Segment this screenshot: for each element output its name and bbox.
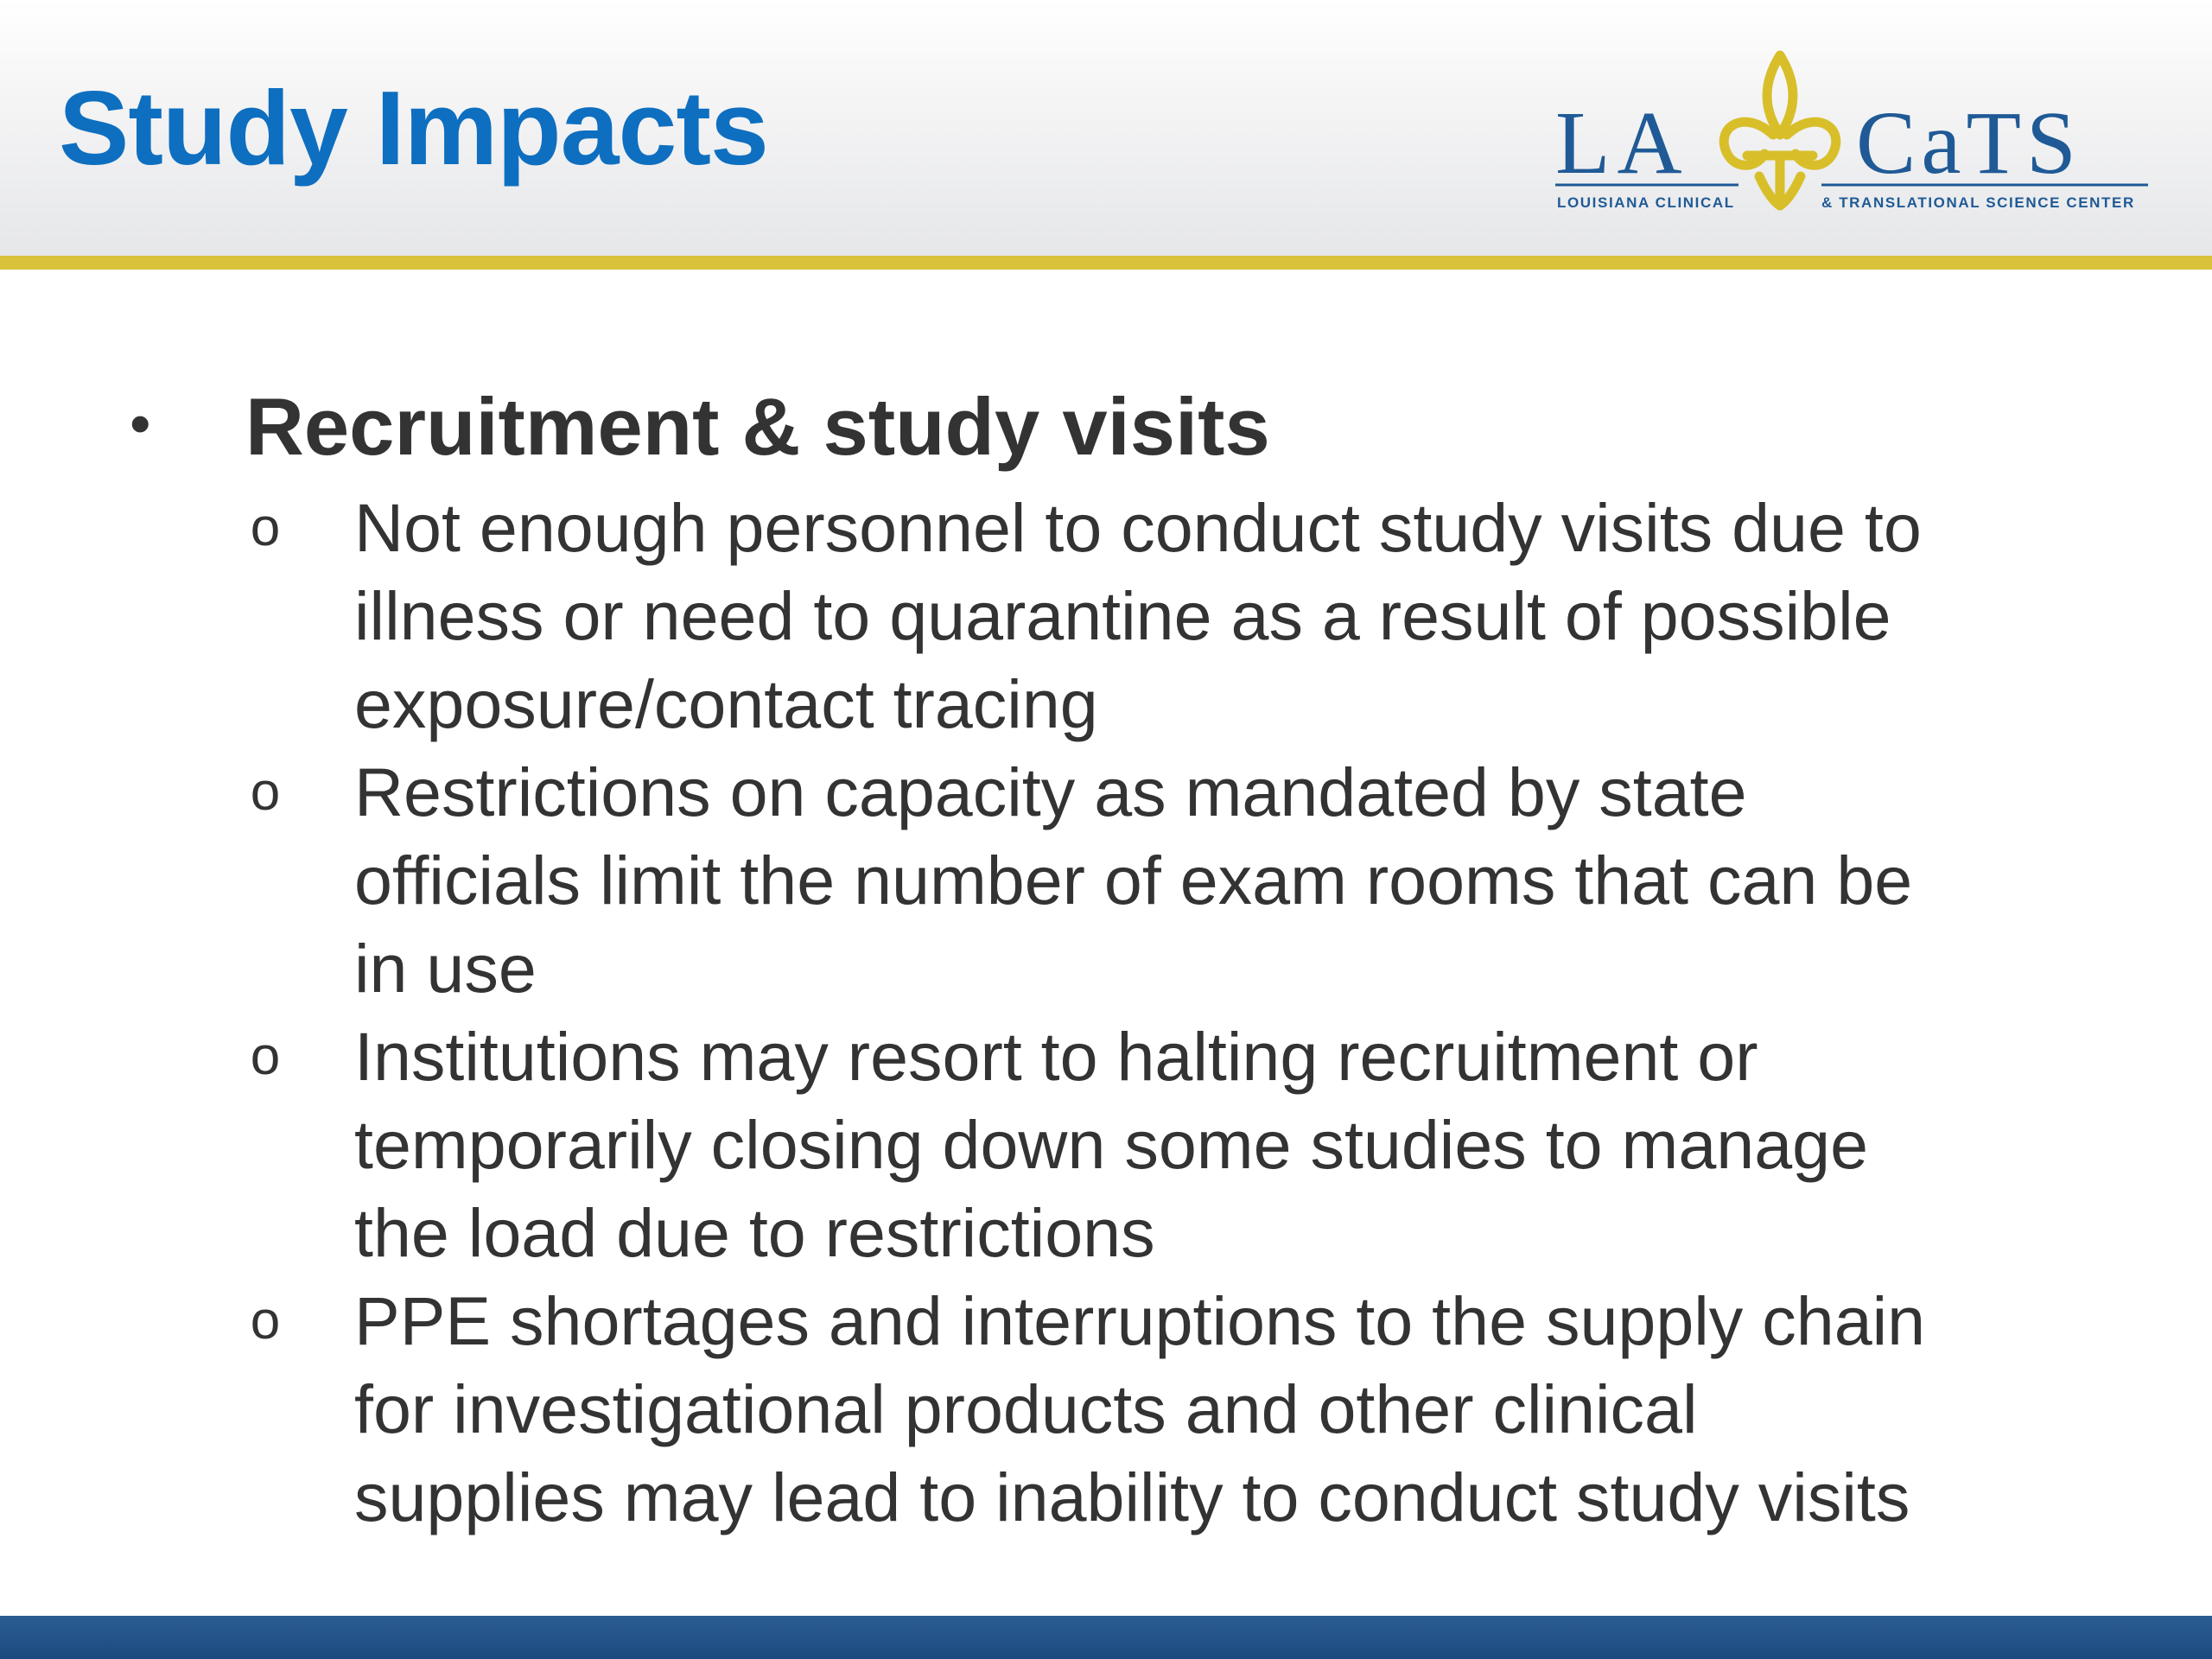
logo-tagline-left: LOUISIANA CLINICAL xyxy=(1557,194,1735,211)
sub-bullet-text: Not enough personnel to conduct study visits due to illness or need to quarantine as a result of possible exposure/contact tracing xyxy=(354,489,1922,742)
footer-bar xyxy=(0,1616,2212,1659)
sub-bullet-marker: o xyxy=(250,1291,281,1351)
slide-title: Study Impacts xyxy=(59,69,768,187)
main-bullet-marker: • xyxy=(130,390,151,457)
sub-bullet-text: Restrictions on capacity as mandated by state officials limit the number of exam rooms that can be in use xyxy=(354,753,1913,1007)
logo-tagline-right: & TRANSLATIONAL SCIENCE CENTER xyxy=(1821,194,2135,211)
logo-wordmark-right: CaTS xyxy=(1856,93,2082,193)
sub-bullet-marker: o xyxy=(250,498,281,557)
sub-bullet-text: Institutions may resort to halting recruitment or temporarily closing down some studies to manage the load due to restrictions xyxy=(354,1018,1869,1271)
sub-bullet-marker: o xyxy=(250,1027,281,1086)
logo-wordmark-left: LA xyxy=(1555,93,1689,193)
sub-bullet-text: PPE shortages and interruptions to the supply chain for investigational products and other clinical supplies may lead to inability to conduct study visits xyxy=(354,1282,1926,1535)
main-bullet-heading: Recruitment & study visits xyxy=(245,381,1270,472)
sub-bullet-marker: o xyxy=(250,762,281,822)
